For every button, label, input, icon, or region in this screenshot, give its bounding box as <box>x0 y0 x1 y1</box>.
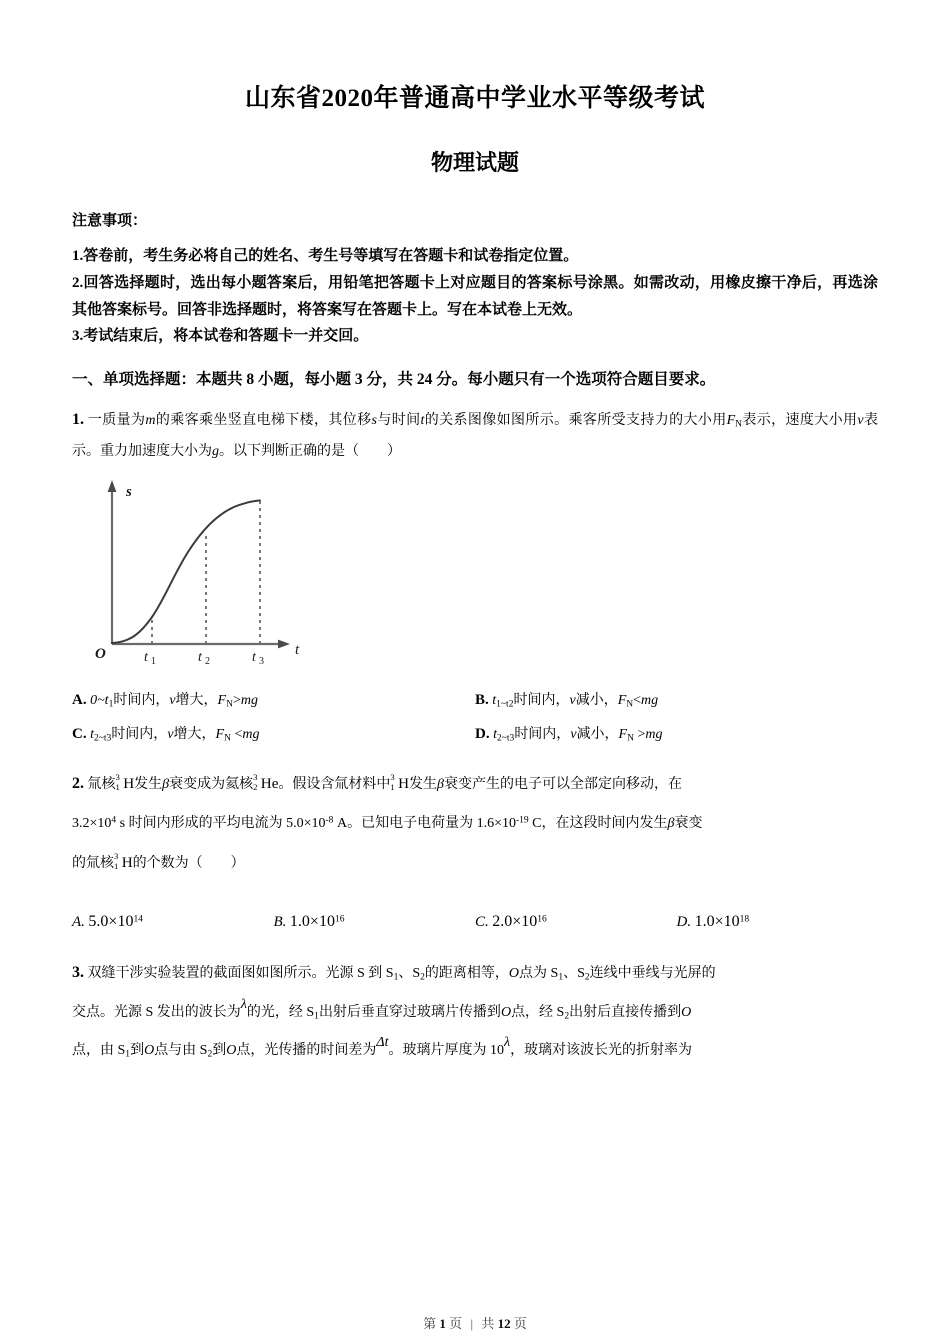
question-2-stem <box>72 762 878 805</box>
question-1-stem <box>72 403 878 466</box>
option-1-B-range-sub2: 2 <box>508 699 514 710</box>
option-1-B-vel: 减小， <box>575 692 618 708</box>
iso-h3-symbol: H <box>121 854 133 871</box>
q3-l1-O: O <box>508 965 520 981</box>
q1-text-3: 与时间 <box>376 412 421 428</box>
footer-page-prefix: 第 <box>423 1316 437 1331</box>
q3-lambda-1: λ <box>240 997 247 1013</box>
q3-l1-sub1: 1 <box>393 972 399 983</box>
q3-l2-O2: O <box>681 1004 692 1020</box>
option-1-B-rel: < <box>633 692 642 708</box>
option-1-C-rest: 时间内， <box>111 727 168 743</box>
q3-l2-e: 出射后直接传播到 <box>569 1004 682 1020</box>
footer-total-prefix: 共 <box>481 1316 495 1331</box>
q3-l3-sub2: 2 <box>207 1049 213 1060</box>
q2-text-5: 发生 <box>409 776 438 792</box>
q3-l3-O2: O <box>226 1042 237 1058</box>
q3-l2-d: 点，经 S <box>511 1004 565 1020</box>
option-1-C-mg: mg <box>242 727 260 743</box>
notice-item-3: 3.考试结束后，将本试卷和答题卡一并交回。 <box>72 328 369 345</box>
q3-l1-sub3: 1 <box>558 972 564 983</box>
option-1-B-force-sub: N <box>626 699 634 710</box>
q1-text-6: 表示。重力加速度大小为 <box>72 412 878 459</box>
iso-h2-atomic: 1 <box>390 782 395 793</box>
option-1-D-label: D. <box>475 726 490 743</box>
q3-l3-c: 点与由 S <box>154 1042 208 1058</box>
option-1-D-rel: > <box>633 727 646 743</box>
question-1 <box>72 403 878 752</box>
option-1-C-force-var: F <box>215 727 225 743</box>
option-1-A-mg: mg <box>240 692 259 708</box>
option-2-A-mantissa: 5.0×10 <box>88 912 134 930</box>
q3-lambda-2: λ <box>503 1034 511 1050</box>
q2-text-3: 衰变成为氦核 <box>169 776 254 792</box>
option-1-A-range: 0~t <box>90 692 109 708</box>
q1-var-fn-sub: N <box>735 419 743 430</box>
q3-l2-a: 交点。光源 S 发出的波长为 <box>72 1004 241 1020</box>
option-1-A[interactable] <box>72 683 475 718</box>
q2-beta-3: β <box>667 816 675 832</box>
option-2-D-mantissa: 1.0×10 <box>694 912 740 930</box>
iso-he-symbol: He <box>260 775 279 792</box>
option-2-B-label: B. <box>273 913 287 930</box>
q1-text-7: 。以下判断正确的是（ ） <box>219 443 401 459</box>
tick-label-t2 <box>198 650 210 664</box>
option-1-A-force-var: F <box>217 692 227 708</box>
svg-text:t: t <box>252 649 256 664</box>
footer-total-unit: 页 <box>513 1316 527 1331</box>
iso-h2-symbol: H <box>398 775 410 792</box>
q3-l1-sub4: 2 <box>584 972 590 983</box>
iso-h3-atomic: 1 <box>114 861 119 872</box>
question-2 <box>72 762 878 941</box>
option-2-A-exponent: 14 <box>133 914 143 925</box>
page-title: 山东省2020年普通高中学业水平等级考试 <box>244 85 705 112</box>
option-1-C-label: C. <box>72 726 87 743</box>
option-1-D-mg: mg <box>645 727 663 743</box>
q3-delta-t: Δt <box>376 1034 389 1050</box>
option-1-D-range: t <box>493 727 497 743</box>
q3-l2-c: 出射后垂直穿过玻璃片传播到 <box>318 1004 501 1020</box>
q1-var-v: v <box>857 412 864 428</box>
question-1-options <box>72 683 878 752</box>
option-1-B-range: t <box>492 692 497 708</box>
option-1-D-rest: 时间内， <box>514 727 571 743</box>
q2-text-2: 发生 <box>134 776 163 792</box>
option-1-B-rest: 时间内， <box>513 692 570 708</box>
option-2-C-mantissa: 2.0×10 <box>492 912 538 930</box>
q2-l2-a: 3.2×10 <box>72 816 112 832</box>
q3-l1-b: 、S <box>398 965 421 981</box>
question-2-options <box>72 904 878 941</box>
notice-heading: 注意事项： <box>72 213 148 230</box>
svg-text:1: 1 <box>151 655 156 664</box>
option-1-C-force-sub: N <box>224 734 231 745</box>
q3-l2-sub2: 2 <box>564 1011 570 1022</box>
question-3-number: 3. <box>72 963 84 981</box>
option-1-B-vel-var: v <box>569 692 576 708</box>
option-1-A-rel: > <box>232 692 241 708</box>
option-1-D-vel-var: v <box>570 727 577 743</box>
option-1-D[interactable] <box>475 717 878 752</box>
option-1-B-label: B. <box>475 691 489 708</box>
option-1-B-force-var: F <box>617 692 627 708</box>
y-axis-label: s <box>126 483 132 500</box>
q2-beta-2: β <box>437 776 444 792</box>
q2-l2-d: C，在这段时间内发生 <box>528 816 668 832</box>
isotope-helium <box>253 764 278 805</box>
s-t-curve <box>112 500 260 643</box>
option-1-C-range: t <box>90 727 94 743</box>
option-2-B-exponent: 16 <box>334 914 345 925</box>
iso-h1-atomic: 1 <box>115 782 120 793</box>
tick-label-t1 <box>144 650 156 664</box>
tick-label-t3 <box>252 650 264 664</box>
question-3 <box>72 951 878 1070</box>
option-2-C[interactable] <box>475 904 677 941</box>
q3-l1-sub2: 2 <box>420 972 425 983</box>
q2-l2-c-sup: -19 <box>515 815 529 826</box>
option-1-C-range-sub: 2~t <box>93 734 107 745</box>
q3-l1-c: 的距离相等， <box>424 965 509 981</box>
iso-h2-mass: 3 <box>390 771 395 782</box>
footer-page-number: 1 <box>439 1316 446 1331</box>
q2-l2-b: s 时间内形成的平均电流为 5.0×10 <box>116 816 326 832</box>
svg-text:3: 3 <box>259 655 264 664</box>
page-subtitle: 物理试题 <box>430 150 519 175</box>
q1-text-1: 一质量为 <box>87 412 146 428</box>
iso-he-atomic: 2 <box>253 782 258 793</box>
question-2-stem-line2 <box>72 805 878 843</box>
q3-l3-f: 。玻璃片厚度为 10 <box>388 1042 504 1058</box>
option-2-D[interactable] <box>677 904 879 941</box>
option-1-C-vel-var: v <box>167 727 174 743</box>
option-1-A-label: A. <box>72 691 87 708</box>
q3-l3-O: O <box>144 1042 155 1058</box>
q1-var-m: m <box>145 412 156 428</box>
q2-text-6: 衰变产生的电子可以全部定向移动，在 <box>444 776 682 792</box>
question-2-stem-line3 <box>72 843 878 884</box>
q1-var-fn: F <box>726 412 736 428</box>
q2-l3-b: 的个数为（ ） <box>132 855 245 871</box>
notice-item-1: 1.答卷前，考生务必将自己的姓名、考生号等填写在答题卡和试卷指定位置。 <box>72 248 579 265</box>
option-2-D-exponent: 18 <box>739 914 750 925</box>
question-3-stem-line2 <box>72 994 878 1032</box>
q1-var-t: t <box>420 412 425 428</box>
page-footer <box>0 1313 950 1332</box>
y-axis-arrow <box>108 480 117 492</box>
q3-l2-b: 的光，经 S <box>246 1004 315 1020</box>
q3-l3-a: 点，由 S <box>72 1042 126 1058</box>
question-2-number: 2. <box>72 774 84 792</box>
q3-l3-d: 到 <box>212 1042 227 1058</box>
option-1-D-range-sub2: 3 <box>509 734 515 745</box>
q2-l2-e: 衰变 <box>674 816 703 832</box>
isotope-tritium-1 <box>116 764 135 805</box>
section-heading-single-choice: 一、单项选择题：本题共 8 小题，每小题 3 分，共 24 分。每小题只有一个选项符合题目要求。 <box>72 371 716 389</box>
question-3-stem-line3 <box>72 1032 878 1070</box>
x-axis-arrow <box>278 640 290 649</box>
option-1-C-rel: < <box>230 727 243 743</box>
iso-h3-mass: 3 <box>114 850 119 861</box>
q2-text-4: 。假设含氚材料中 <box>278 776 391 792</box>
q1-text-2: 的乘客乘坐竖直电梯下楼，其位移 <box>155 412 372 428</box>
question-1-figure <box>72 474 878 669</box>
displacement-time-graph-svg <box>82 474 312 664</box>
isotope-tritium-2 <box>390 764 409 805</box>
q3-l1-f: 连线中垂线与光屏的 <box>589 965 716 981</box>
origin-label: O <box>95 645 106 662</box>
q2-text-1: 氚核 <box>87 776 116 792</box>
q1-text-5: 表示，速度大小用 <box>742 412 858 428</box>
option-1-D-vel: 减小， <box>576 727 619 743</box>
q3-l1-e: 、S <box>563 965 585 981</box>
q3-l3-e: 点，光传播的时间差为 <box>236 1042 377 1058</box>
notice-section <box>72 214 878 350</box>
q3-l2-sub1: 1 <box>314 1011 319 1022</box>
option-2-A[interactable] <box>72 904 274 941</box>
isotope-tritium-3 <box>114 843 133 884</box>
svg-text:t: t <box>144 649 148 664</box>
q3-l1-a: 双缝干涉实验装置的截面图如图所示。光源 S 到 S <box>87 965 394 981</box>
q2-beta-1: β <box>162 776 170 792</box>
footer-separator: | <box>470 1316 474 1331</box>
option-1-D-force-sub: N <box>627 734 634 745</box>
option-2-B-mantissa: 1.0×10 <box>289 912 335 930</box>
question-3-stem-line1 <box>72 951 878 994</box>
option-1-D-force-var: F <box>618 727 628 743</box>
q3-l2-O: O <box>500 1004 512 1020</box>
option-1-C-vel: 增大， <box>173 727 216 743</box>
q3-l1-d: 点为 S <box>519 965 559 981</box>
option-1-B-mg: mg <box>641 692 659 708</box>
svg-text:t: t <box>198 649 202 664</box>
question-1-number: 1. <box>72 410 84 428</box>
q3-l3-b: 到 <box>130 1042 145 1058</box>
footer-page-unit: 页 <box>449 1316 463 1331</box>
option-2-D-label: D. <box>676 913 692 930</box>
q2-l3-a: 的氚核 <box>72 855 114 871</box>
iso-h1-mass: 3 <box>115 771 120 782</box>
q1-var-s: s <box>371 412 377 428</box>
option-1-A-force-sub: N <box>226 699 233 710</box>
option-1-C-range-sub2: 3 <box>106 734 112 745</box>
option-2-B[interactable] <box>274 904 476 941</box>
option-1-A-vel-var: v <box>169 692 176 708</box>
option-2-C-exponent: 16 <box>537 914 547 925</box>
iso-h1-symbol: H <box>123 775 135 792</box>
option-1-D-range-sub: 2~t <box>496 734 510 745</box>
option-1-A-rest: 时间内， <box>113 692 170 708</box>
option-1-C[interactable] <box>72 717 475 752</box>
option-1-B-range-sub: 1~t <box>496 699 509 710</box>
option-1-B[interactable] <box>475 683 878 718</box>
q3-l3-g: ，玻璃对该波长光的折射率为 <box>510 1042 693 1058</box>
iso-he-mass: 3 <box>253 771 258 782</box>
q1-var-g: g <box>212 443 219 459</box>
option-2-A-label: A. <box>72 913 85 930</box>
q2-l2-a-sup: 4 <box>111 815 117 826</box>
footer-total-number: 12 <box>497 1316 511 1331</box>
option-2-C-label: C. <box>475 913 489 930</box>
q2-l2-b-sup: -8 <box>325 815 334 826</box>
x-axis-label: t <box>295 641 300 658</box>
notice-item-2: 2.回答选择题时，选出每小题答案后，用铅笔把答题卡上对应题目的答案标号涂黑。如需改动，用橡皮擦干净后，再选涂其他答案标号。回答非选择题时，将答案写在答题卡上。写在本试卷上无效。 <box>72 275 878 318</box>
option-1-A-range-sub: 1 <box>108 699 114 710</box>
svg-text:2: 2 <box>205 655 210 664</box>
q3-l3-sub1: 1 <box>125 1049 131 1060</box>
q2-l2-c: A。已知电子电荷量为 1.6×10 <box>333 816 516 832</box>
q1-text-4: 的关系图像如图所示。乘客所受支持力的大小用 <box>424 412 727 428</box>
option-1-A-vel: 增大， <box>175 692 218 708</box>
